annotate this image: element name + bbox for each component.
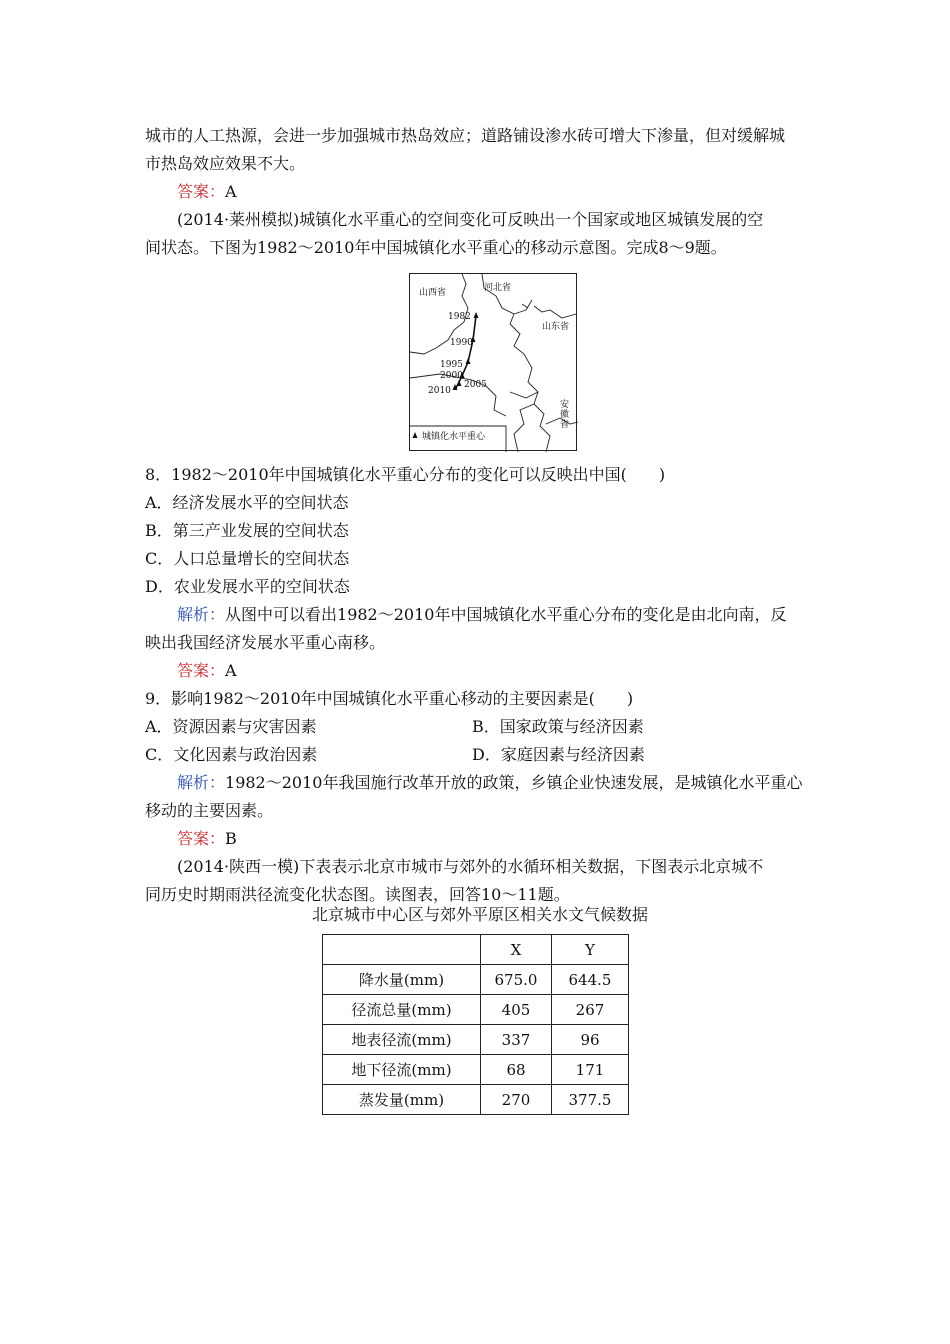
option-8c: C．人口总量增长的空间状态: [145, 549, 350, 568]
option-9b: B．国家政策与经济因素: [472, 717, 644, 736]
map-label-shandong: 山东省: [542, 322, 570, 332]
table-cell: 171: [552, 1055, 629, 1085]
option-9c: C．文化因素与政治因素: [145, 745, 318, 764]
analysis-8: [177, 601, 847, 629]
answer-label: 答案：: [177, 661, 226, 680]
map-year-2000: 2000: [440, 371, 463, 381]
hydrology-table: [322, 934, 629, 1115]
answer-value: B: [225, 829, 237, 848]
answer-line: [177, 178, 847, 206]
marker-1982: [474, 312, 479, 318]
map-year-1995: 1995: [440, 360, 463, 370]
answer-value: A: [225, 661, 237, 680]
question-8: 8．1982～2010年中国城镇化水平重心分布的变化可以反映出中国( ): [145, 465, 666, 484]
paragraph-line: 间状态。下图为1982～2010年中国城镇化水平重心的移动示意图。完成8～9题。: [145, 238, 727, 257]
paragraph-line: 市热岛效应效果不大。: [145, 154, 306, 173]
option-8b: B．第三产业发展的空间状态: [145, 521, 349, 540]
answer-line: [177, 657, 847, 685]
map-legend-label: 城镇化水平重心: [422, 432, 486, 442]
map-label-anhui: 安徽省: [560, 400, 570, 430]
option-8d: D．农业发展水平的空间状态: [145, 577, 350, 596]
map-year-2005: 2005: [464, 380, 487, 390]
analysis-text: 从图中可以看出1982～2010年中国城镇化水平重心分布的变化是由北向南，反: [225, 605, 787, 624]
map-drawing: [410, 274, 578, 452]
map-year-1990: 1990: [450, 338, 473, 348]
option-9d: D．家庭因素与经济因素: [472, 745, 645, 764]
answer-line: [177, 825, 847, 853]
table-cell: 降水量(mm): [323, 965, 481, 995]
urbanization-center-map: [409, 273, 577, 451]
table-cell: 405: [481, 995, 552, 1025]
paragraph-line: 移动的主要因素。: [145, 801, 274, 820]
analysis-label: 解析：: [177, 773, 226, 792]
map-year-2010: 2010: [428, 386, 451, 396]
table-header-cell: [323, 935, 481, 965]
map-label-hebei: 河北省: [484, 283, 512, 293]
legend-marker: [413, 432, 418, 438]
table-header-cell: X: [481, 935, 552, 965]
answer-label: 答案：: [177, 829, 226, 848]
analysis-text: 1982～2010年我国施行改革开放的政策，乡镇企业快速发展，是城镇化水平重心: [225, 773, 803, 792]
marker-1995: [466, 358, 471, 364]
paragraph-line: 城市的人工热源，会进一步加强城市热岛效应；道路铺设渗水砖可增大下渗量，但对缓解城: [145, 126, 786, 145]
table-cell: 675.0: [481, 965, 552, 995]
table-row: [323, 965, 629, 995]
table-cell: 地表径流(mm): [323, 1025, 481, 1055]
table-row: [323, 1055, 629, 1085]
table-cell: 地下径流(mm): [323, 1055, 481, 1085]
analysis-9: [177, 769, 847, 797]
paragraph-line: 映出我国经济发展水平重心南移。: [145, 633, 386, 652]
table-cell: 267: [552, 995, 629, 1025]
map-label-shanxi: 山西省: [419, 288, 447, 298]
table-cell: 96: [552, 1025, 629, 1055]
table-row: [323, 1025, 629, 1055]
answer-value: A: [225, 182, 237, 201]
analysis-label: 解析：: [177, 605, 226, 624]
table-header-cell: Y: [552, 935, 629, 965]
table-cell: 270: [481, 1085, 552, 1115]
map-year-1982: 1982: [448, 312, 471, 322]
table-cell: 377.5: [552, 1085, 629, 1115]
table-row: [323, 995, 629, 1025]
question-9: 9．影响1982～2010年中国城镇化水平重心移动的主要因素是( ): [145, 689, 634, 708]
table-cell: 蒸发量(mm): [323, 1085, 481, 1115]
option-8a: A．经济发展水平的空间状态: [145, 493, 349, 512]
table-cell: 644.5: [552, 965, 629, 995]
paragraph-line: 同历史时期雨洪径流变化状态图。读图表，回答10～11题。: [145, 885, 570, 904]
table-caption: 北京城市中心区与郊外平原区相关水文气候数据: [311, 905, 648, 924]
table-header-row: [323, 935, 629, 965]
table-cell: 68: [481, 1055, 552, 1085]
paragraph-line: (2014·陕西一模)下表表示北京市城市与郊外的水循环相关数据，下图表示北京城不: [177, 857, 764, 876]
answer-label: 答案：: [177, 182, 226, 201]
table-row: [323, 1085, 629, 1115]
option-9a: A．资源因素与灾害因素: [145, 717, 317, 736]
paragraph-line: (2014·莱州模拟)城镇化水平重心的空间变化可反映出一个国家或地区城镇发展的空: [177, 210, 764, 229]
table-cell: 径流总量(mm): [323, 995, 481, 1025]
table-cell: 337: [481, 1025, 552, 1055]
